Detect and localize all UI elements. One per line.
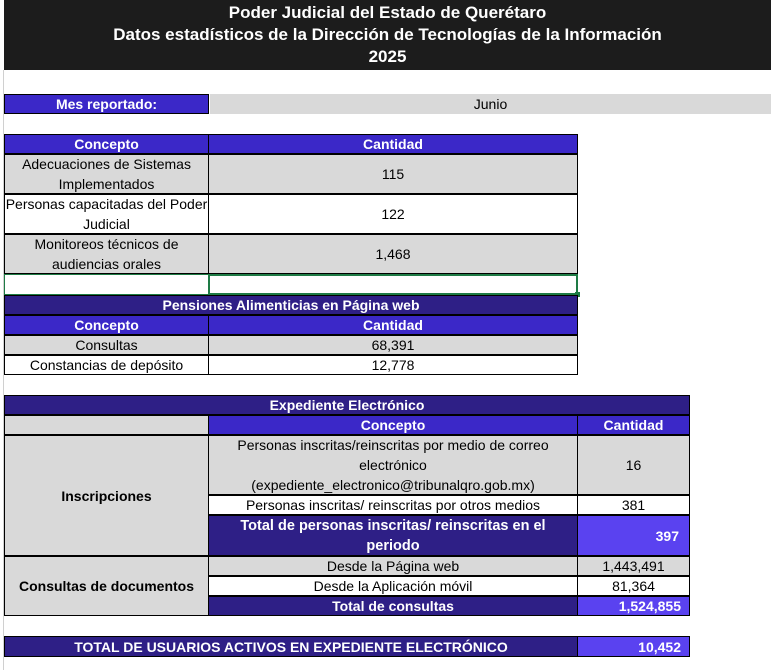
- t1-col-concepto: Concepto: [4, 134, 209, 154]
- pen-row-cantidad: 12,778: [208, 355, 578, 375]
- expediente-title: Expediente Electrónico: [4, 395, 690, 415]
- insc-row-cantidad: 16: [577, 435, 690, 495]
- pen-row-cantidad: 68,391: [208, 335, 578, 355]
- month-label: Mes reportado:: [4, 94, 209, 114]
- t1-row-cantidad: 122: [208, 194, 578, 234]
- inscripciones-label: Inscripciones: [4, 435, 209, 556]
- exp-col-concepto: Concepto: [208, 415, 578, 435]
- insc-total-value: 397: [577, 515, 690, 556]
- pen-row-concepto: Constancias de depósito: [4, 355, 209, 375]
- cons-row-cantidad: 1,443,491: [577, 556, 690, 576]
- pen-col-concepto: Concepto: [4, 315, 209, 335]
- t1-col-cantidad: Cantidad: [208, 134, 578, 154]
- insc-total-label: Total de personas inscritas/ reinscritas en el periodo: [208, 515, 578, 556]
- total-usuarios-label: TOTAL DE USUARIOS ACTIVOS EN EXPEDIENTE ELECTRÓNICO: [4, 636, 578, 657]
- cons-row-cantidad: 81,364: [577, 576, 690, 596]
- t1-row-concepto: Adecuaciones de Sistemas Implementados: [4, 154, 209, 194]
- exp-col-cantidad: Cantidad: [577, 415, 690, 435]
- cons-total-label: Total de consultas: [208, 596, 578, 616]
- selected-cell[interactable]: [208, 274, 578, 295]
- cons-row-concepto: Desde la Aplicación móvil: [208, 576, 578, 596]
- t1-row-cantidad: 1,468: [208, 234, 578, 274]
- month-value: Junio: [210, 94, 771, 114]
- t1-row-concepto: Personas capacitadas del Poder Judicial: [5, 196, 208, 232]
- pen-row-concepto: Consultas: [4, 335, 209, 355]
- cons-total-value: 1,524,855: [577, 596, 690, 616]
- exp-blank-header: [4, 415, 209, 435]
- report-header: [4, 0, 771, 70]
- insc-row-concepto: Personas inscritas/ reinscritas por otros medios: [208, 495, 578, 515]
- total-usuarios-value: 10,452: [577, 636, 690, 657]
- pen-col-cantidad: Cantidad: [208, 315, 578, 335]
- t1-row-concepto: Monitoreos técnicos de audiencias orales: [4, 234, 209, 274]
- pensiones-title: Pensiones Alimenticias en Página web: [4, 295, 578, 315]
- consultas-label: Consultas de documentos: [4, 556, 209, 616]
- t1-row-cantidad: 115: [208, 154, 578, 194]
- header-line3: 2025: [368, 47, 407, 66]
- header-line1: Poder Judicial del Estado de Querétaro: [228, 3, 547, 22]
- insc-row-cantidad: 381: [577, 495, 690, 515]
- cons-row-concepto: Desde la Página web: [208, 556, 578, 576]
- header-line2: Datos estadísticos de la Dirección de Tecnologías de la Información: [113, 25, 662, 44]
- empty-cell[interactable]: [4, 274, 209, 295]
- insc-row-concepto: Personas inscritas/reinscritas por medio de correo electrónico (expediente_electronico@tribunalqro.gob.mx): [208, 435, 578, 495]
